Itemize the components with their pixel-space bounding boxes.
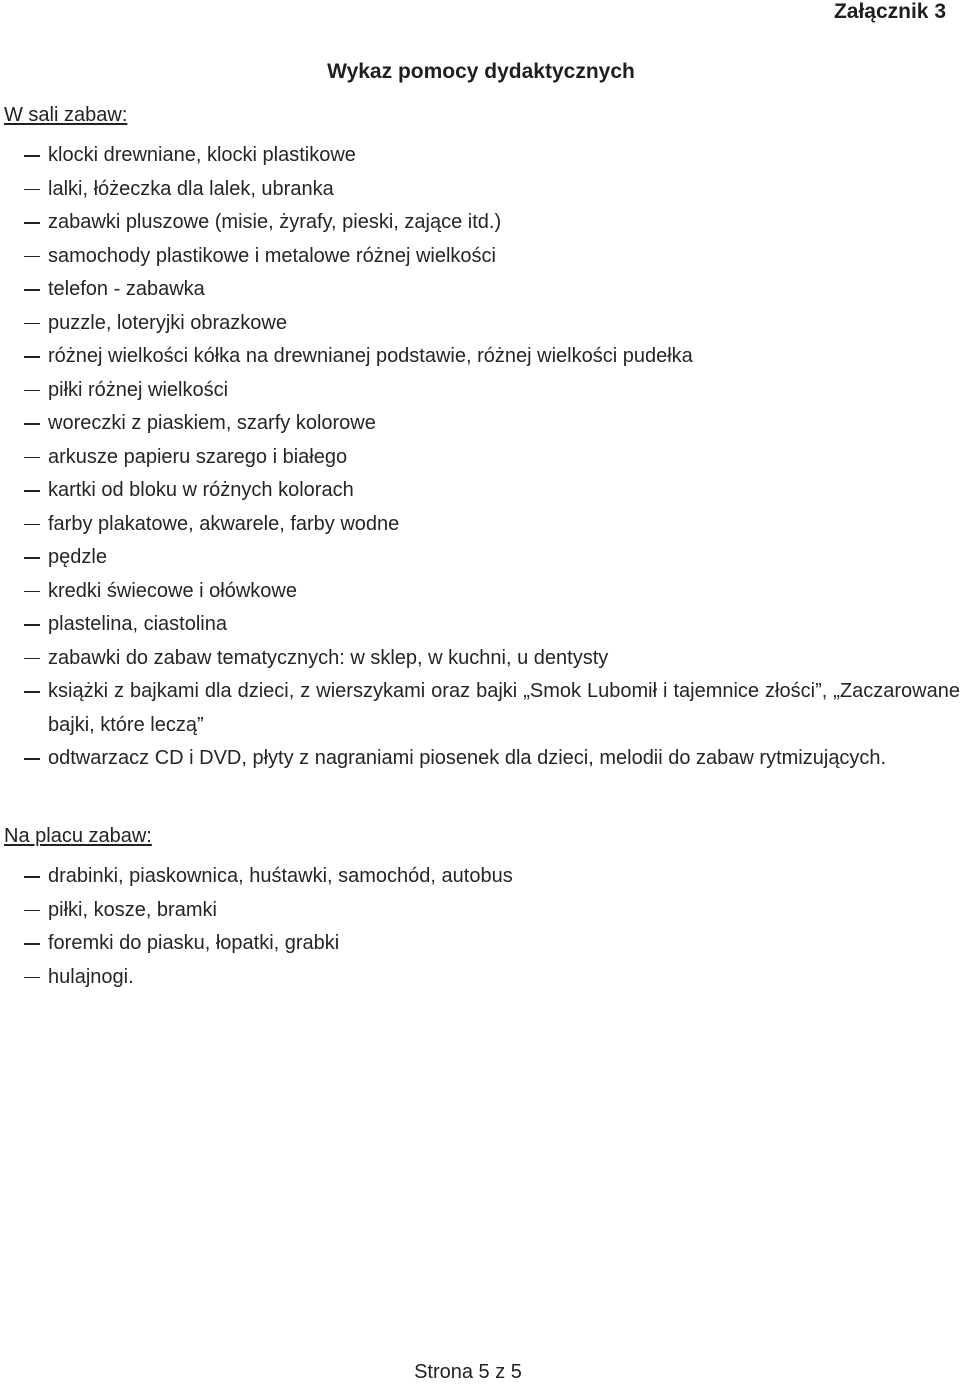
list-item: piłki różnej wielkości bbox=[4, 374, 960, 408]
list-item: zabawki do zabaw tematycznych: w sklep, w kuchni, u dentysty bbox=[4, 642, 960, 676]
dash-bullet-icon bbox=[24, 894, 42, 928]
list-item: różnej wielkości kółka na drewnianej podstawie, różnej wielkości pudełka bbox=[4, 340, 960, 374]
dash-bullet-icon bbox=[24, 374, 42, 408]
list-item: arkusze papieru szarego i białego bbox=[4, 441, 960, 475]
dash-bullet-icon bbox=[24, 642, 42, 676]
dash-bullet-icon bbox=[24, 340, 42, 374]
dash-bullet-icon bbox=[24, 441, 42, 475]
list-item: farby plakatowe, akwarele, farby wodne bbox=[4, 508, 960, 542]
list-item: książki z bajkami dla dzieci, z wierszykami oraz bajki „Smok Lubomił i tajemnice złości”, „Zaczarowane bajki, które leczą” bbox=[4, 675, 960, 742]
list-item: zabawki pluszowe (misie, żyrafy, pieski, zające itd.) bbox=[4, 206, 960, 240]
document-title-text: Wykaz pomocy dydaktycznych bbox=[327, 60, 635, 83]
section-heading: W sali zabaw: bbox=[4, 104, 128, 126]
dash-bullet-icon bbox=[24, 307, 42, 341]
section-heading: Na placu zabaw: bbox=[4, 825, 152, 847]
list-item: samochody plastikowe i metalowe różnej wielkości bbox=[4, 240, 960, 274]
equipment-list bbox=[4, 860, 960, 994]
list-item: pędzle bbox=[4, 541, 960, 575]
dash-bullet-icon bbox=[24, 206, 42, 240]
dash-bullet-icon bbox=[24, 860, 42, 894]
list-item: drabinki, piaskownica, huśtawki, samochód, autobus bbox=[4, 860, 960, 894]
list-item: telefon - zabawka bbox=[4, 273, 960, 307]
dash-bullet-icon bbox=[24, 474, 42, 508]
page-number bbox=[0, 1360, 960, 1384]
dash-bullet-icon bbox=[24, 541, 42, 575]
dash-bullet-icon bbox=[24, 273, 42, 307]
section-playground bbox=[4, 824, 960, 994]
list-item: hulajnogi. bbox=[4, 961, 960, 995]
dash-bullet-icon bbox=[24, 742, 42, 776]
list-item: lalki, łóżeczka dla lalek, ubranka bbox=[4, 173, 960, 207]
dash-bullet-icon bbox=[24, 608, 42, 642]
page-number-text: Strona 5 z 5 bbox=[414, 1361, 522, 1383]
equipment-list bbox=[4, 139, 960, 776]
dash-bullet-icon bbox=[24, 240, 42, 274]
list-item: foremki do piasku, łopatki, grabki bbox=[4, 927, 960, 961]
attachment-label: Załącznik 3 bbox=[833, 0, 946, 23]
list-item: klocki drewniane, klocki plastikowe bbox=[4, 139, 960, 173]
dash-bullet-icon bbox=[24, 675, 42, 709]
dash-bullet-icon bbox=[24, 927, 42, 961]
list-item: plastelina, ciastolina bbox=[4, 608, 960, 642]
dash-bullet-icon bbox=[24, 407, 42, 441]
dash-bullet-icon bbox=[24, 139, 42, 173]
list-item: woreczki z piaskiem, szarfy kolorowe bbox=[4, 407, 960, 441]
section-play-room bbox=[4, 103, 960, 776]
dash-bullet-icon bbox=[24, 575, 42, 609]
document-title bbox=[0, 60, 960, 84]
dash-bullet-icon bbox=[24, 961, 42, 995]
list-item: kredki świecowe i ołówkowe bbox=[4, 575, 960, 609]
list-item: piłki, kosze, bramki bbox=[4, 894, 960, 928]
list-item: odtwarzacz CD i DVD, płyty z nagraniami piosenek dla dzieci, melodii do zabaw rytmizujących. bbox=[4, 742, 960, 776]
dash-bullet-icon bbox=[24, 173, 42, 207]
list-item: puzzle, loteryjki obrazkowe bbox=[4, 307, 960, 341]
list-item: kartki od bloku w różnych kolorach bbox=[4, 474, 960, 508]
dash-bullet-icon bbox=[24, 508, 42, 542]
